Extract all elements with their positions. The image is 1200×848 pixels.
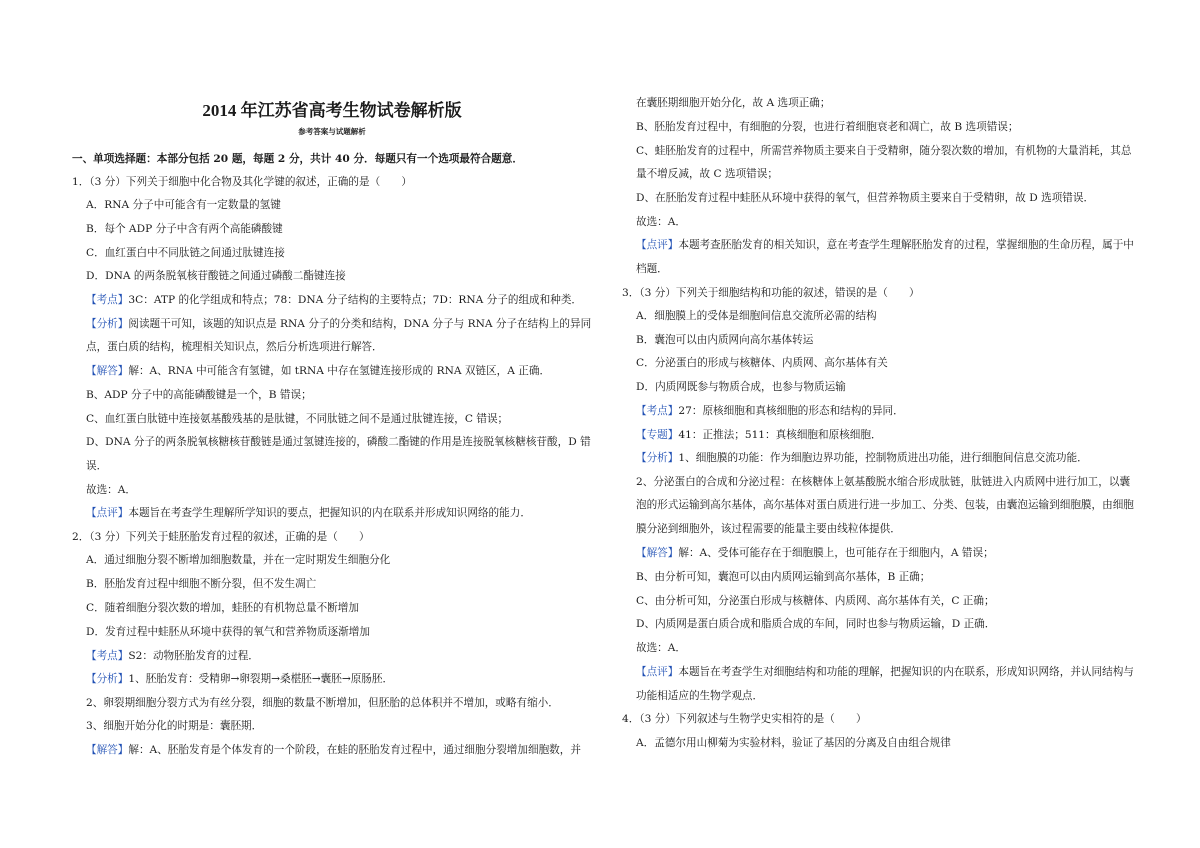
q1-stem: 1．（3 分）下列关于细胞中化合物及其化学键的叙述，正确的是（ ） [72, 176, 412, 188]
q3-option-a: A．细胞膜上的受体是细胞间信息交流所必需的结构 [636, 310, 877, 322]
q1-kaodian-text: 3C：ATP 的化学组成和特点；78：DNA 分子结构的主要特点；7D：RNA 分子的组成和种类． [128, 294, 583, 306]
page-subtitle: 参考答案与试题解析 [298, 127, 366, 136]
fenxi-tag: 【分析】 [86, 318, 129, 330]
q1-option-d: D．DNA 的两条脱氧核苷酸链之间通过磷酸二酯键连接 [86, 270, 346, 282]
kaodian-tag: 【考点】 [86, 650, 129, 662]
q2-cont-4: 量不增反减，故 C 选项错误； [636, 168, 778, 180]
q3-dianping-text-1: 本题旨在考查学生对细胞结构和功能的理解，把握知识的内在联系，形成知识网络，并认同结构与 [678, 666, 1134, 678]
q3-zhuanti-text: 41：正推法；511：真核细胞和原核细胞． [678, 429, 882, 441]
q3-option-d: D．内质网既参与物质合成，也参与物质运输 [636, 381, 846, 393]
q1-kaodian [86, 293, 582, 307]
q3-fenxi-text-3: 泡的形式运输到高尔基体，高尔基体对蛋白质进行进一步加工、分类、包装，由囊泡运输到细胞膜，由细胞 [636, 499, 1134, 511]
kaodian-tag: 【考点】 [86, 294, 129, 306]
q3-option-c: C．分泌蛋白的形成与核糖体、内质网、高尔基体有关 [636, 357, 888, 369]
q1-dianping-text: 本题旨在考查学生理解所学知识的要点，把握知识的内在联系并形成知识网络的能力． [128, 507, 531, 519]
q3-fenxi [636, 451, 1088, 465]
q2-cont-2: B、胚胎发育过程中，有细胞的分裂，也进行着细胞衰老和凋亡，故 B 选项错误； [636, 121, 1019, 133]
dianping-tag: 【点评】 [86, 507, 129, 519]
q3-jieda-text-1: 解：A、受体可能存在于细胞膜上，也可能存在于细胞内，A 错误； [678, 547, 994, 559]
q1-jieda-text-5: 误． [86, 460, 108, 472]
q1-answer: 故选：A． [86, 484, 137, 496]
q3-kaodian [636, 404, 904, 418]
q4-stem: 4．（3 分）下列叙述与生物学史实相符的是（ ） [622, 713, 867, 725]
q2-kaodian-text: S2：动物胚胎发育的过程． [128, 650, 259, 662]
q3-kaodian-text: 27：原核细胞和真核细胞的形态和结构的异同． [678, 405, 904, 417]
zhuanti-tag: 【专题】 [636, 429, 679, 441]
q3-fenxi-text-2: 2、分泌蛋白的合成和分泌过程：在核糖体上氨基酸脱水缩合形成肽链，肽链进入内质网中进行加工，以囊 [636, 476, 1131, 488]
q1-option-a: A．RNA 分子中可能含有一定数量的氢键 [86, 199, 281, 211]
q2-jieda-text-1: 解：A、胚胎发育是个体发育的一个阶段，在蛙的胚胎发育过程中，通过细胞分裂增加细胞数，并 [128, 744, 581, 756]
jieda-tag: 【解答】 [636, 547, 679, 559]
q2-dianping [636, 238, 1134, 252]
q2-option-b: B．胚胎发育过程中细胞不断分裂，但不发生凋亡 [86, 578, 317, 590]
q1-option-b: B．每个 ADP 分子中含有两个高能磷酸键 [86, 223, 283, 235]
q2-option-a: A．通过细胞分裂不断增加细胞数量，并在一定时期发生细胞分化 [86, 554, 391, 566]
q3-option-b: B．囊泡可以由内质网向高尔基体转运 [636, 334, 814, 346]
q2-dianping-text-2: 档题． [636, 263, 668, 275]
q3-fenxi-text-4: 膜分泌到细胞外，该过程需要的能量主要由线粒体提供． [636, 523, 901, 535]
fenxi-tag: 【分析】 [636, 452, 679, 464]
q2-option-d: D．发育过程中蛙胚从环境中获得的氧气和营养物质逐渐增加 [86, 626, 370, 638]
q3-jieda-text-2: B、由分析可知，囊泡可以由内质网运输到高尔基体，B 正确； [636, 571, 931, 583]
page-title: 2014 年江苏省高考生物试卷解析版 [202, 101, 462, 120]
q2-jieda [86, 743, 581, 757]
q2-fenxi-text-3: 3、细胞开始分化的时期是：囊胚期． [86, 720, 263, 732]
q2-fenxi-text-2: 2、卵裂期细胞分裂方式为有丝分裂，细胞的数量不断增加，但胚胎的总体积并不增加，或略有缩小． [86, 697, 559, 709]
q1-jieda-text-4: D、DNA 分子的两条脱氧核糖核苷酸链是通过氢键连接的，磷酸二酯键的作用是连接脱氧核糖核苷酸，D 错 [86, 436, 591, 448]
q3-jieda [636, 546, 994, 560]
q3-dianping [636, 665, 1134, 679]
jieda-tag: 【解答】 [86, 365, 129, 377]
q3-dianping-text-2: 功能相适应的生物学观点． [636, 690, 764, 702]
jieda-tag: 【解答】 [86, 744, 129, 756]
q2-cont-5: D、在胚胎发育过程中蛙胚从环境中获得的氧气，但营养物质主要来自于受精卵，故 D 选项错误． [636, 192, 1095, 204]
q3-zhuanti [636, 428, 882, 442]
q2-answer: 故选：A． [636, 216, 687, 228]
q4-option-a: A．孟德尔用山柳菊为实验材料，验证了基因的分离及自由组合规律 [636, 737, 951, 749]
q2-fenxi [86, 672, 393, 686]
kaodian-tag: 【考点】 [636, 405, 679, 417]
q1-jieda-text-3: C、血红蛋白肽链中连接氨基酸残基的是肽键，不同肽链之间不是通过肽键连接，C 错误； [86, 413, 509, 425]
q2-dianping-text-1: 本题考查胚胎发育的相关知识，意在考查学生理解胚胎发育的过程，掌握细胞的生命历程，属于中 [678, 239, 1134, 251]
q1-jieda-text-2: B、ADP 分子中的高能磷酸键是一个，B 错误； [86, 389, 312, 401]
dianping-tag: 【点评】 [636, 666, 679, 678]
q3-jieda-text-4: D、内质网是蛋白质合成和脂质合成的车间，同时也参与物质运输，D 正确． [636, 618, 996, 630]
q3-answer: 故选：A． [636, 642, 687, 654]
q1-option-c: C．血红蛋白中不同肽链之间通过肽键连接 [86, 247, 285, 259]
q2-cont-3: C、蛙胚胎发育的过程中，所需营养物质主要来自于受精卵，随分裂次数的增加，有机物的大量消耗，其总 [636, 145, 1132, 157]
q3-fenxi-text-1: 1、细胞膜的功能：作为细胞边界功能，控制物质进出功能，进行细胞间信息交流功能． [678, 452, 1088, 464]
q2-stem: 2．（3 分）下列关于蛙胚胎发育过程的叙述，正确的是（ ） [72, 531, 370, 543]
q1-fenxi [86, 317, 591, 331]
q3-stem: 3．（3 分）下列关于细胞结构和功能的叙述，错误的是（ ） [622, 287, 920, 299]
q1-dianping [86, 506, 531, 520]
q1-fenxi-text-1: 阅读题干可知，该题的知识点是 RNA 分子的分类和结构，DNA 分子与 RNA 分子在结构上的异同 [128, 318, 592, 330]
q3-jieda-text-3: C、由分析可知，分泌蛋白形成与核糖体、内质网、高尔基体有关，C 正确； [636, 595, 995, 607]
section-heading: 一、单项选择题：本部分包括 20 题，每题 2 分，共计 40 分．每题只有一个选项最符合题意． [72, 153, 523, 165]
q2-cont-1: 在囊胚期细胞开始分化，故 A 选项正确； [636, 97, 831, 109]
dianping-tag: 【点评】 [636, 239, 679, 251]
q2-fenxi-text-1: 1、胚胎发育：受精卵→卵裂期→桑椹胚→囊胚→原肠胚． [128, 673, 394, 685]
q2-kaodian [86, 649, 259, 663]
fenxi-tag: 【分析】 [86, 673, 129, 685]
q1-fenxi-text-2: 点，蛋白质的结构，梳理相关知识点，然后分析选项进行解答． [86, 341, 383, 353]
q1-jieda-text-1: 解：A、RNA 中可能含有氢键，如 tRNA 中存在氢键连接形成的 RNA 双链区，A 正确． [128, 365, 551, 377]
q1-jieda [86, 364, 550, 378]
q2-option-c: C．随着细胞分裂次数的增加，蛙胚的有机物总量不断增加 [86, 602, 359, 614]
